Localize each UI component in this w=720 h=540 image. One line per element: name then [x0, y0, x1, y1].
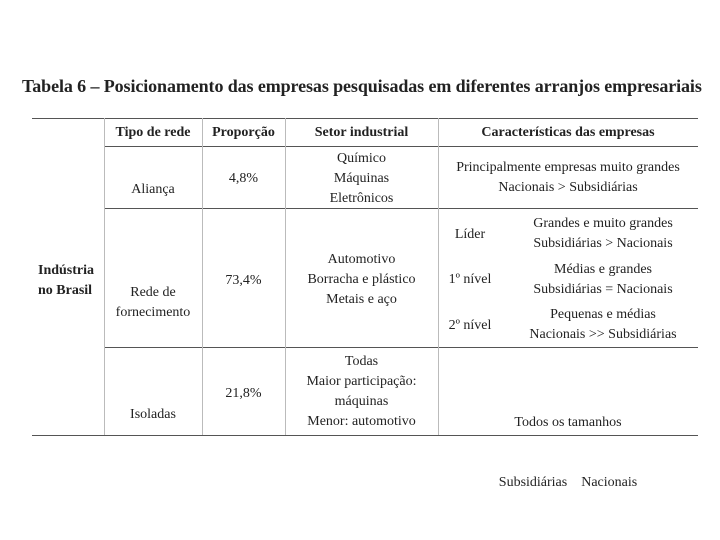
- rede-tipo-1: Rede de: [130, 285, 176, 300]
- rede-tipo: [104, 283, 202, 323]
- isoladas-setor-3: máquinas: [334, 394, 389, 409]
- table-caption: Tabela 6 – Posicionamento das empresas pesquisadas em diferentes arranjos empresariais: [22, 76, 702, 96]
- rule-header-bottom: [104, 146, 698, 147]
- col-sep-1: [104, 118, 105, 435]
- alianca-proporcao: 4,8%: [228, 171, 259, 186]
- nivel-1-label: 1º nível: [448, 272, 492, 287]
- rede-setor-2: Borracha e plástico: [307, 272, 416, 287]
- isoladas-setor: [285, 352, 438, 432]
- isoladas-caracteristicas: [438, 373, 698, 513]
- isoladas-setor-4: Menor: automotivo: [307, 414, 416, 429]
- alianca-caract-2: Nacionais > Subsidiárias: [498, 180, 638, 195]
- row-header-line-2: no Brasil: [38, 283, 93, 298]
- rede-proporcao: 73,4%: [225, 273, 262, 288]
- nivel-1-desc-1: Médias e grandes: [554, 262, 652, 277]
- isoladas-caract-2: Subsidiárias Nacionais: [498, 475, 638, 490]
- header-caracteristicas: Características das empresas: [481, 125, 655, 140]
- header-tipo-de-rede: Tipo de rede: [115, 125, 191, 140]
- nivel-2-label: 2º nível: [448, 318, 492, 333]
- isoladas-setor-1: Todas: [344, 354, 379, 369]
- nivel-lider-desc-2: Subsidiárias > Nacionais: [533, 236, 673, 251]
- isoladas-setor-2: Maior participação:: [306, 374, 417, 389]
- nivel-2-desc: [510, 305, 696, 345]
- rede-setor-1: Automotivo: [327, 252, 396, 267]
- isoladas-tipo: Isoladas: [130, 407, 176, 422]
- row-header-industria: [38, 261, 94, 301]
- nivel-2-desc-1: Pequenas e médias: [550, 307, 656, 322]
- header-setor-industrial: Setor industrial: [314, 125, 409, 140]
- alianca-setor-2: Máquinas: [333, 171, 390, 186]
- rule-rede-bottom: [104, 347, 698, 348]
- nivel-1-desc-2: Subsidiárias = Nacionais: [533, 282, 673, 297]
- isoladas-caract-1: Todos os tamanhos: [514, 415, 622, 430]
- nivel-1-desc: [510, 260, 696, 300]
- alianca-setor: [285, 149, 438, 209]
- alianca-tipo: Aliança: [131, 182, 175, 197]
- nivel-2-desc-2: Nacionais >> Subsidiárias: [529, 327, 677, 342]
- alianca-caracteristicas: [438, 158, 698, 198]
- isoladas-proporcao: 21,8%: [225, 386, 262, 401]
- rede-setor-3: Metais e aço: [326, 292, 397, 307]
- alianca-caract-1: Principalmente empresas muito grandes: [456, 160, 680, 175]
- nivel-lider-desc-1: Grandes e muito grandes: [533, 216, 673, 231]
- row-header-line-1: Indústria: [38, 263, 95, 278]
- nivel-lider-desc: [510, 214, 696, 254]
- rule-top: [32, 118, 698, 119]
- nivel-lider-label: Líder: [454, 227, 486, 242]
- rede-setor: [285, 250, 438, 310]
- alianca-setor-3: Eletrônicos: [329, 191, 394, 206]
- alianca-setor-1: Químico: [337, 151, 386, 166]
- header-proporcao: Proporção: [212, 125, 275, 140]
- rede-tipo-2: fornecimento: [115, 305, 191, 320]
